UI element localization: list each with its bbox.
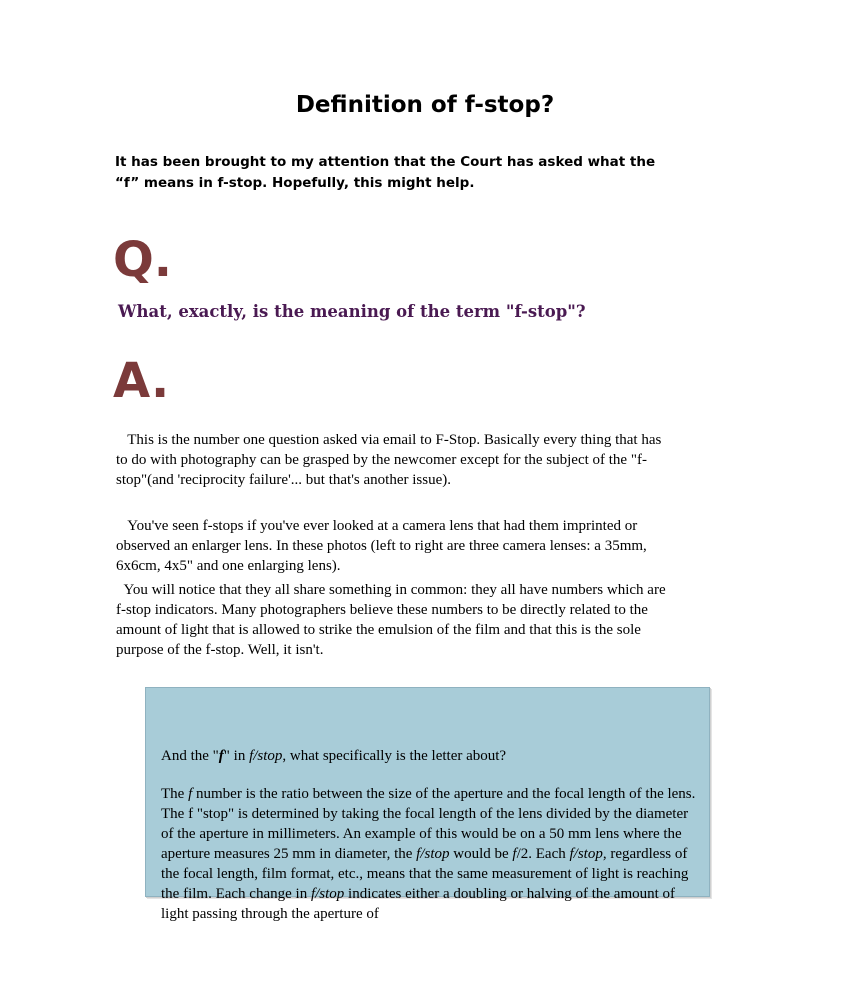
paragraph-text: You've seen f-stops if you've ever looked at a camera lens that had them imprinted or observed an enlarger lens. In these photos (left to right are three camera lenses: a 35mm, 6x6cm, 4x5" and one enlarging lens). [116, 518, 647, 574]
box-answer: The f number is the ratio between the size of the aperture and the focal length of the lens. The f "stop" is determined by taking the focal length of the lens divided by the diameter of the aperture in millimeters. An example of this would be on a 50 mm lens where the aperture measures 25 mm in diameter, the f/stop would be f/2. Each f/stop, regardless of the focal length, film format, etc., means that the same measurement of light is reaching the film. Each change in f/stop indicates either a doubling or halving of the amount of light passing through the aperture of [161, 786, 696, 922]
question-label: Q. [113, 232, 173, 288]
box-question: And the "f" in f/stop, what specifically is the letter about? [161, 748, 507, 764]
page-title: Definition of f-stop? [295, 92, 555, 118]
definition-box [145, 687, 710, 922]
answer-label: A. [113, 353, 170, 409]
answer-paragraph-3 [116, 580, 672, 660]
answer-paragraph-2 [116, 516, 672, 576]
intro-text: It has been brought to my attention that the Court has asked what the “f” means in f-stop. Hopefully, this might help. [115, 154, 656, 191]
paragraph-text: This is the number one question asked via email to F-Stop. Basically every thing that has to do with photography can be grasped by the newcomer except for the subject of the "f-stop"(and 'reciprocity failure'... but that's another issue). [116, 432, 662, 488]
question-text: What, exactly, is the meaning of the term "f-stop"? [118, 302, 586, 321]
paragraph-text: You will notice that they all share something in common: they all have numbers which are f-stop indicators. Many photographers believe these numbers to be directly related to the amount of light that is allowed to strike the emulsion of the film and that this is the sole purpose of the f-stop. Well, it isn't. [116, 582, 666, 658]
answer-paragraph-1 [116, 430, 672, 490]
